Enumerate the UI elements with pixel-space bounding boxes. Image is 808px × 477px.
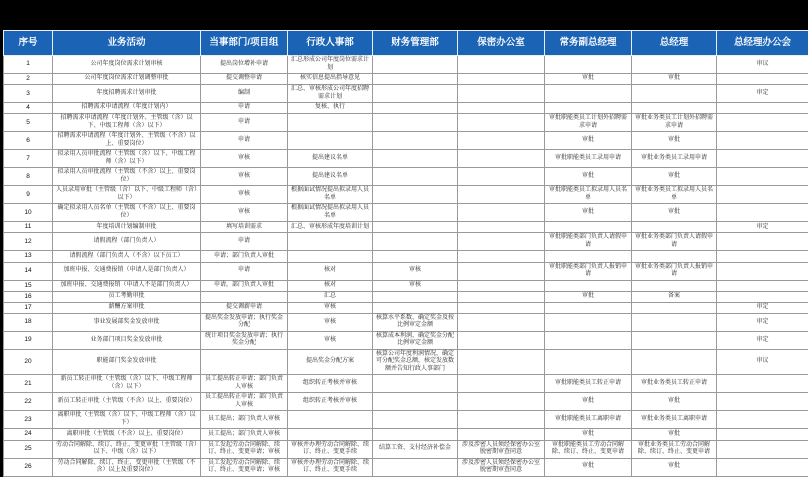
cell-gm [632,349,717,375]
cell-activity: 招聘需求申请流程（年度计划内） [53,103,201,114]
cell-security [458,56,545,74]
cell-evp [545,85,632,103]
cell-finance: 核算公司年度利润情况，确定可分配奖金总额，核定发放数额并告知行政人事部门 [373,349,458,375]
cell-hr: 提出建议名单 [288,168,373,186]
header-cell-hr: 行政人事部 [288,31,373,56]
cell-hr: 汇总形成公司年度岗位需求计划 [288,56,373,74]
cell-office: 审定 [717,331,808,349]
header-cell-evp: 常务副总经理 [545,31,632,56]
cell-no: 9 [4,186,53,204]
cell-office [717,411,808,429]
table-row [4,168,808,186]
cell-dept: 提交调整申请 [201,74,288,85]
cell-office [717,204,808,222]
cell-no: 1 [4,56,53,74]
cell-dept: 提出岗位增补申请 [201,56,288,74]
cell-activity: 年度招聘需求计划审批 [53,85,201,103]
header-cell-no: 序号 [4,31,53,56]
table-row [4,411,808,429]
cell-no: 24 [4,429,53,440]
cell-office [717,168,808,186]
cell-dept [201,349,288,375]
header-cell-security: 保密办公室 [458,31,545,56]
header-cell-office: 总经理办公会 [717,31,808,56]
cell-finance [373,56,458,74]
cell-activity: 新员工转正审批（主管级（含）以下、中级工程师（含）以下） [53,375,201,393]
cell-evp: 审批职能类员工转正申请 [545,375,632,393]
cell-activity: 新员工转正审批（主管级（不含）以上、重要岗位） [53,393,201,411]
cell-office [717,262,808,280]
cell-gm: 审批业务类员工录用申请 [632,150,717,168]
table-row [4,132,808,150]
cell-security [458,132,545,150]
cell-gm [632,85,717,103]
cell-hr: 组织转正考核并审核 [288,393,373,411]
cell-dept: 员工提出转正申请；部门负责人审核 [201,375,288,393]
cell-finance [373,103,458,114]
cell-evp [545,313,632,331]
cell-dept: 审核 [201,150,288,168]
table-row [4,291,808,302]
cell-office: 审定 [717,222,808,233]
cell-evp: 审批职能类员工计划外招聘需求申请 [545,114,632,132]
cell-hr: 审核并办理劳动合同解除、续订、终止、变更手续 [288,458,373,476]
cell-evp: 审批 [545,429,632,440]
cell-security [458,280,545,291]
table-row [4,440,808,458]
cell-finance: 结算工资、支付经济补偿金 [373,440,458,458]
cell-evp [545,280,632,291]
cell-hr: 根据面试情况提出拟录用人员名单 [288,204,373,222]
table-row [4,280,808,291]
header-cell-activity: 业务活动 [53,31,201,56]
cell-office [717,291,808,302]
cell-gm: 审批 [632,204,717,222]
cell-dept: 申请；部门负责人审批 [201,251,288,262]
cell-activity: 拟录用人员审批流程（主管级（含）以下、中级工程师（含）以下） [53,150,201,168]
table-row [4,114,808,132]
cell-hr: 提出奖金分配方案 [288,349,373,375]
cell-security [458,349,545,375]
cell-evp: 审批职能类员工拟录用人员名单 [545,186,632,204]
cell-office [717,150,808,168]
cell-office [717,103,808,114]
cell-security [458,186,545,204]
cell-gm: 审批 [632,429,717,440]
cell-office [717,429,808,440]
table-row [4,103,808,114]
cell-no: 23 [4,411,53,429]
cell-dept: 统计项目奖金发放申请；执行奖金分配 [201,331,288,349]
table-row [4,222,808,233]
cell-no: 8 [4,168,53,186]
cell-dept: 申请，部门负责人审批 [201,280,288,291]
cell-security [458,114,545,132]
cell-evp [545,103,632,114]
cell-hr: 审核 [288,331,373,349]
table-row [4,56,808,74]
cell-activity: 加班申报、交通费报销（申请人不是部门负责人） [53,280,201,291]
cell-activity: 员工考勤审批 [53,291,201,302]
cell-finance: 核算成本利润、确定奖金分配比例审定金额 [373,331,458,349]
cell-security [458,331,545,349]
cell-hr: 汇总、审核形成年度培训计划 [288,222,373,233]
cell-no: 4 [4,103,53,114]
cell-office [717,440,808,458]
cell-activity: 劳动合同解除、续订、终止、变更审批（主管级（含）以下、中级（含）以下） [53,440,201,458]
cell-hr: 审核 [288,302,373,313]
cell-dept: 申请 [201,103,288,114]
cell-finance [373,168,458,186]
cell-gm: 备案 [632,291,717,302]
cell-gm: 审批业务类员工劳动合同解除、续订、终止、变更申请 [632,440,717,458]
cell-dept: 员工提出转正申请；部门负责人审核 [201,393,288,411]
cell-dept: 员工发起劳动合同解除、续订、终止、变更申请；审核 [201,458,288,476]
cell-security [458,393,545,411]
table-row [4,85,808,103]
cell-no: 13 [4,251,53,262]
cell-hr: 汇总 [288,291,373,302]
cell-finance [373,85,458,103]
cell-hr: 复核、执行 [288,103,373,114]
cell-security: 涉及涉密人员须经保密办公室脱密期审查同意 [458,440,545,458]
cell-evp: 审批职能类部门负责人请假申请 [545,233,632,251]
cell-activity: 招聘需求申请流程（年度计划外、主管级（不含）以上、重要岗位） [53,132,201,150]
cell-finance [373,411,458,429]
cell-hr [288,114,373,132]
cell-hr [288,251,373,262]
cell-gm [632,103,717,114]
cell-dept: 提交调薪申请 [201,302,288,313]
cell-office [717,393,808,411]
cell-gm: 审批 [632,74,717,85]
cell-no: 15 [4,280,53,291]
cell-finance [373,114,458,132]
approval-authority-table [3,30,808,477]
cell-activity: 离职审批（主管级（含）以下、中级工程师（含）以下） [53,411,201,429]
cell-no: 7 [4,150,53,168]
cell-no: 21 [4,375,53,393]
cell-evp: 审批职能类员工录用申请 [545,150,632,168]
cell-office [717,114,808,132]
cell-evp [545,302,632,313]
cell-hr: 核实信息提出指导意见 [288,74,373,85]
cell-finance [373,429,458,440]
cell-office: 审议 [717,349,808,375]
cell-no: 19 [4,331,53,349]
cell-no: 20 [4,349,53,375]
cell-activity: 业务部门项目奖金发放审批 [53,331,201,349]
cell-gm: 审批 [632,132,717,150]
cell-no: 17 [4,302,53,313]
cell-activity: 请假流程（部门负责人） [53,233,201,251]
table-row [4,313,808,331]
cell-gm: 审批业务类员工转正申请 [632,375,717,393]
cell-dept: 审核 [201,186,288,204]
cell-no: 16 [4,291,53,302]
cell-office: 审议 [717,56,808,74]
cell-dept: 审核 [201,168,288,186]
cell-evp: 审批 [545,74,632,85]
cell-finance [373,302,458,313]
cell-dept: 员工提出；部门负责人审核 [201,429,288,440]
cell-finance [373,222,458,233]
cell-dept: 申请 [201,114,288,132]
table-header [4,31,808,56]
cell-hr: 提出建议名单 [288,150,373,168]
cell-evp: 审批 [545,393,632,411]
cell-office: 审定 [717,313,808,331]
cell-activity: 人员录用审批（主管级（含）以下、中级工程师（含）以下） [53,186,201,204]
header-cell-finance: 财务管理部 [373,31,458,56]
cell-no: 11 [4,222,53,233]
cell-activity: 薪酬方案审批 [53,302,201,313]
cell-evp [545,331,632,349]
cell-office: 审定 [717,85,808,103]
cell-hr [288,132,373,150]
cell-office [717,74,808,85]
cell-gm: 审批业务类员工离职申请 [632,411,717,429]
cell-no: 12 [4,233,53,251]
header-cell-dept: 当事部门/项目组 [201,31,288,56]
cell-gm: 审批业务类员工计划外招聘需求申请 [632,114,717,132]
cell-evp [545,251,632,262]
cell-evp: 审批 [545,132,632,150]
table-body [4,56,808,477]
table-row [4,393,808,411]
cell-security [458,313,545,331]
cell-no: 6 [4,132,53,150]
cell-dept: 申请 [201,262,288,280]
cell-hr: 根据面试情况提出拟录用人员名单 [288,186,373,204]
cell-finance [373,186,458,204]
cell-no: 25 [4,440,53,458]
cell-security [458,85,545,103]
cell-activity: 加班申报、交通费报销（申请人是部门负责人） [53,262,201,280]
cell-finance [373,233,458,251]
cell-security [458,375,545,393]
cell-security [458,251,545,262]
cell-gm [632,222,717,233]
cell-activity: 请假流程（部门负责人（不含）以下员工） [53,251,201,262]
cell-finance [373,458,458,476]
cell-finance: 审核 [373,262,458,280]
table-row [4,186,808,204]
cell-gm [632,56,717,74]
cell-evp: 审批 [545,204,632,222]
cell-hr [288,233,373,251]
cell-finance [373,132,458,150]
cell-hr: 核对 [288,280,373,291]
cell-no: 3 [4,85,53,103]
cell-activity: 确定拟录用人员名单（主管级（不含）以上、重要岗位） [53,204,201,222]
table-row [4,458,808,476]
cell-gm: 审批业务类部门负责人请假申请 [632,233,717,251]
table-row [4,262,808,280]
cell-gm: 审批 [632,393,717,411]
table-row [4,150,808,168]
table-row [4,302,808,313]
table-row [4,233,808,251]
cell-security: 涉及涉密人员须经保密办公室脱密期审查同意 [458,458,545,476]
cell-gm [632,331,717,349]
cell-finance [373,74,458,85]
table-row [4,74,808,85]
cell-evp: 审批职能类员工劳动合同解除、续订、终止、变更申请 [545,440,632,458]
cell-finance [373,393,458,411]
cell-evp [545,349,632,375]
cell-gm [632,302,717,313]
cell-no: 18 [4,313,53,331]
cell-dept: 员工发起劳动合同解除、续订、终止、变更申请；审核 [201,440,288,458]
cell-finance [373,204,458,222]
cell-office: 审定 [717,302,808,313]
cell-dept [201,291,288,302]
cell-dept: 员工提出；部门负责人审核 [201,411,288,429]
cell-finance [373,251,458,262]
cell-security [458,233,545,251]
cell-no: 2 [4,74,53,85]
cell-security [458,222,545,233]
cell-activity: 公司年度岗位需求计划调整审批 [53,74,201,85]
cell-evp [545,222,632,233]
cell-gm: 审批 [632,168,717,186]
cell-dept: 申请 [201,233,288,251]
cell-evp: 审批 [545,291,632,302]
cell-gm: 审批业务类员工拟录用人员名单 [632,186,717,204]
cell-gm [632,313,717,331]
cell-hr: 审核并办理劳动合同解除、续订、终止、变更手续 [288,440,373,458]
cell-security [458,204,545,222]
cell-office [717,251,808,262]
cell-hr [288,429,373,440]
cell-no: 10 [4,204,53,222]
cell-office [717,186,808,204]
cell-evp: 审批 [545,168,632,186]
cell-security [458,168,545,186]
cell-office [717,233,808,251]
cell-no: 22 [4,393,53,411]
table-row [4,251,808,262]
cell-no: 5 [4,114,53,132]
table-row [4,429,808,440]
header-row [4,31,808,56]
cell-security [458,103,545,114]
cell-hr: 审核 [288,313,373,331]
cell-finance: 核算水平系数、确定奖金及按比例审定金额 [373,313,458,331]
table-row [4,375,808,393]
cell-activity: 离职审批（主管级（不含）以上、重要岗位） [53,429,201,440]
table-row [4,349,808,375]
cell-security [458,411,545,429]
cell-gm: 审批 [632,458,717,476]
cell-activity: 公司年度岗位需求计划审核 [53,56,201,74]
cell-finance [373,375,458,393]
table-row [4,331,808,349]
cell-security [458,291,545,302]
cell-office [717,375,808,393]
cell-activity: 职能部门奖金发放审批 [53,349,201,375]
cell-hr: 汇总、审核形成公司年度招聘需求计划 [288,85,373,103]
cell-security [458,150,545,168]
cell-hr [288,411,373,429]
cell-evp: 审批职能类员工离职申请 [545,411,632,429]
cell-gm [632,280,717,291]
cell-no: 26 [4,458,53,476]
cell-finance [373,150,458,168]
cell-no: 14 [4,262,53,280]
table-row [4,204,808,222]
header-cell-gm: 总经理 [632,31,717,56]
cell-finance: 审核 [373,280,458,291]
cell-evp [545,56,632,74]
cell-activity: 年度培训计划编制审批 [53,222,201,233]
cell-activity: 招聘需求申请流程（年度计划外、主管级（含）以下、中级工程师（含）以下） [53,114,201,132]
cell-office [717,280,808,291]
cell-security [458,74,545,85]
cell-dept: 审核 [201,204,288,222]
cell-office [717,132,808,150]
cell-security [458,262,545,280]
cell-hr: 组织转正考核并审核 [288,375,373,393]
cell-finance [373,291,458,302]
cell-evp: 审批职能类部门负责人报销申请 [545,262,632,280]
cell-hr: 核对 [288,262,373,280]
cell-office [717,458,808,476]
cell-security [458,429,545,440]
cell-dept: 申请 [201,132,288,150]
cell-gm: 审批业务类部门负责人报销申请 [632,262,717,280]
cell-security [458,302,545,313]
cell-dept: 填写培训需求 [201,222,288,233]
cell-activity: 拟录用人员审批流程（主管级（不含）以上、重要岗位） [53,168,201,186]
cell-evp: 审批 [545,458,632,476]
cell-activity: 事业发展部奖金发放审批 [53,313,201,331]
document-page [3,30,808,477]
cell-activity: 劳动合同解除、续订、终止、变更审批（主管级（不含）以上及重要岗位） [53,458,201,476]
cell-dept: 编制 [201,85,288,103]
cell-gm [632,251,717,262]
cell-dept: 提出奖金发放申请；执行奖金分配 [201,313,288,331]
